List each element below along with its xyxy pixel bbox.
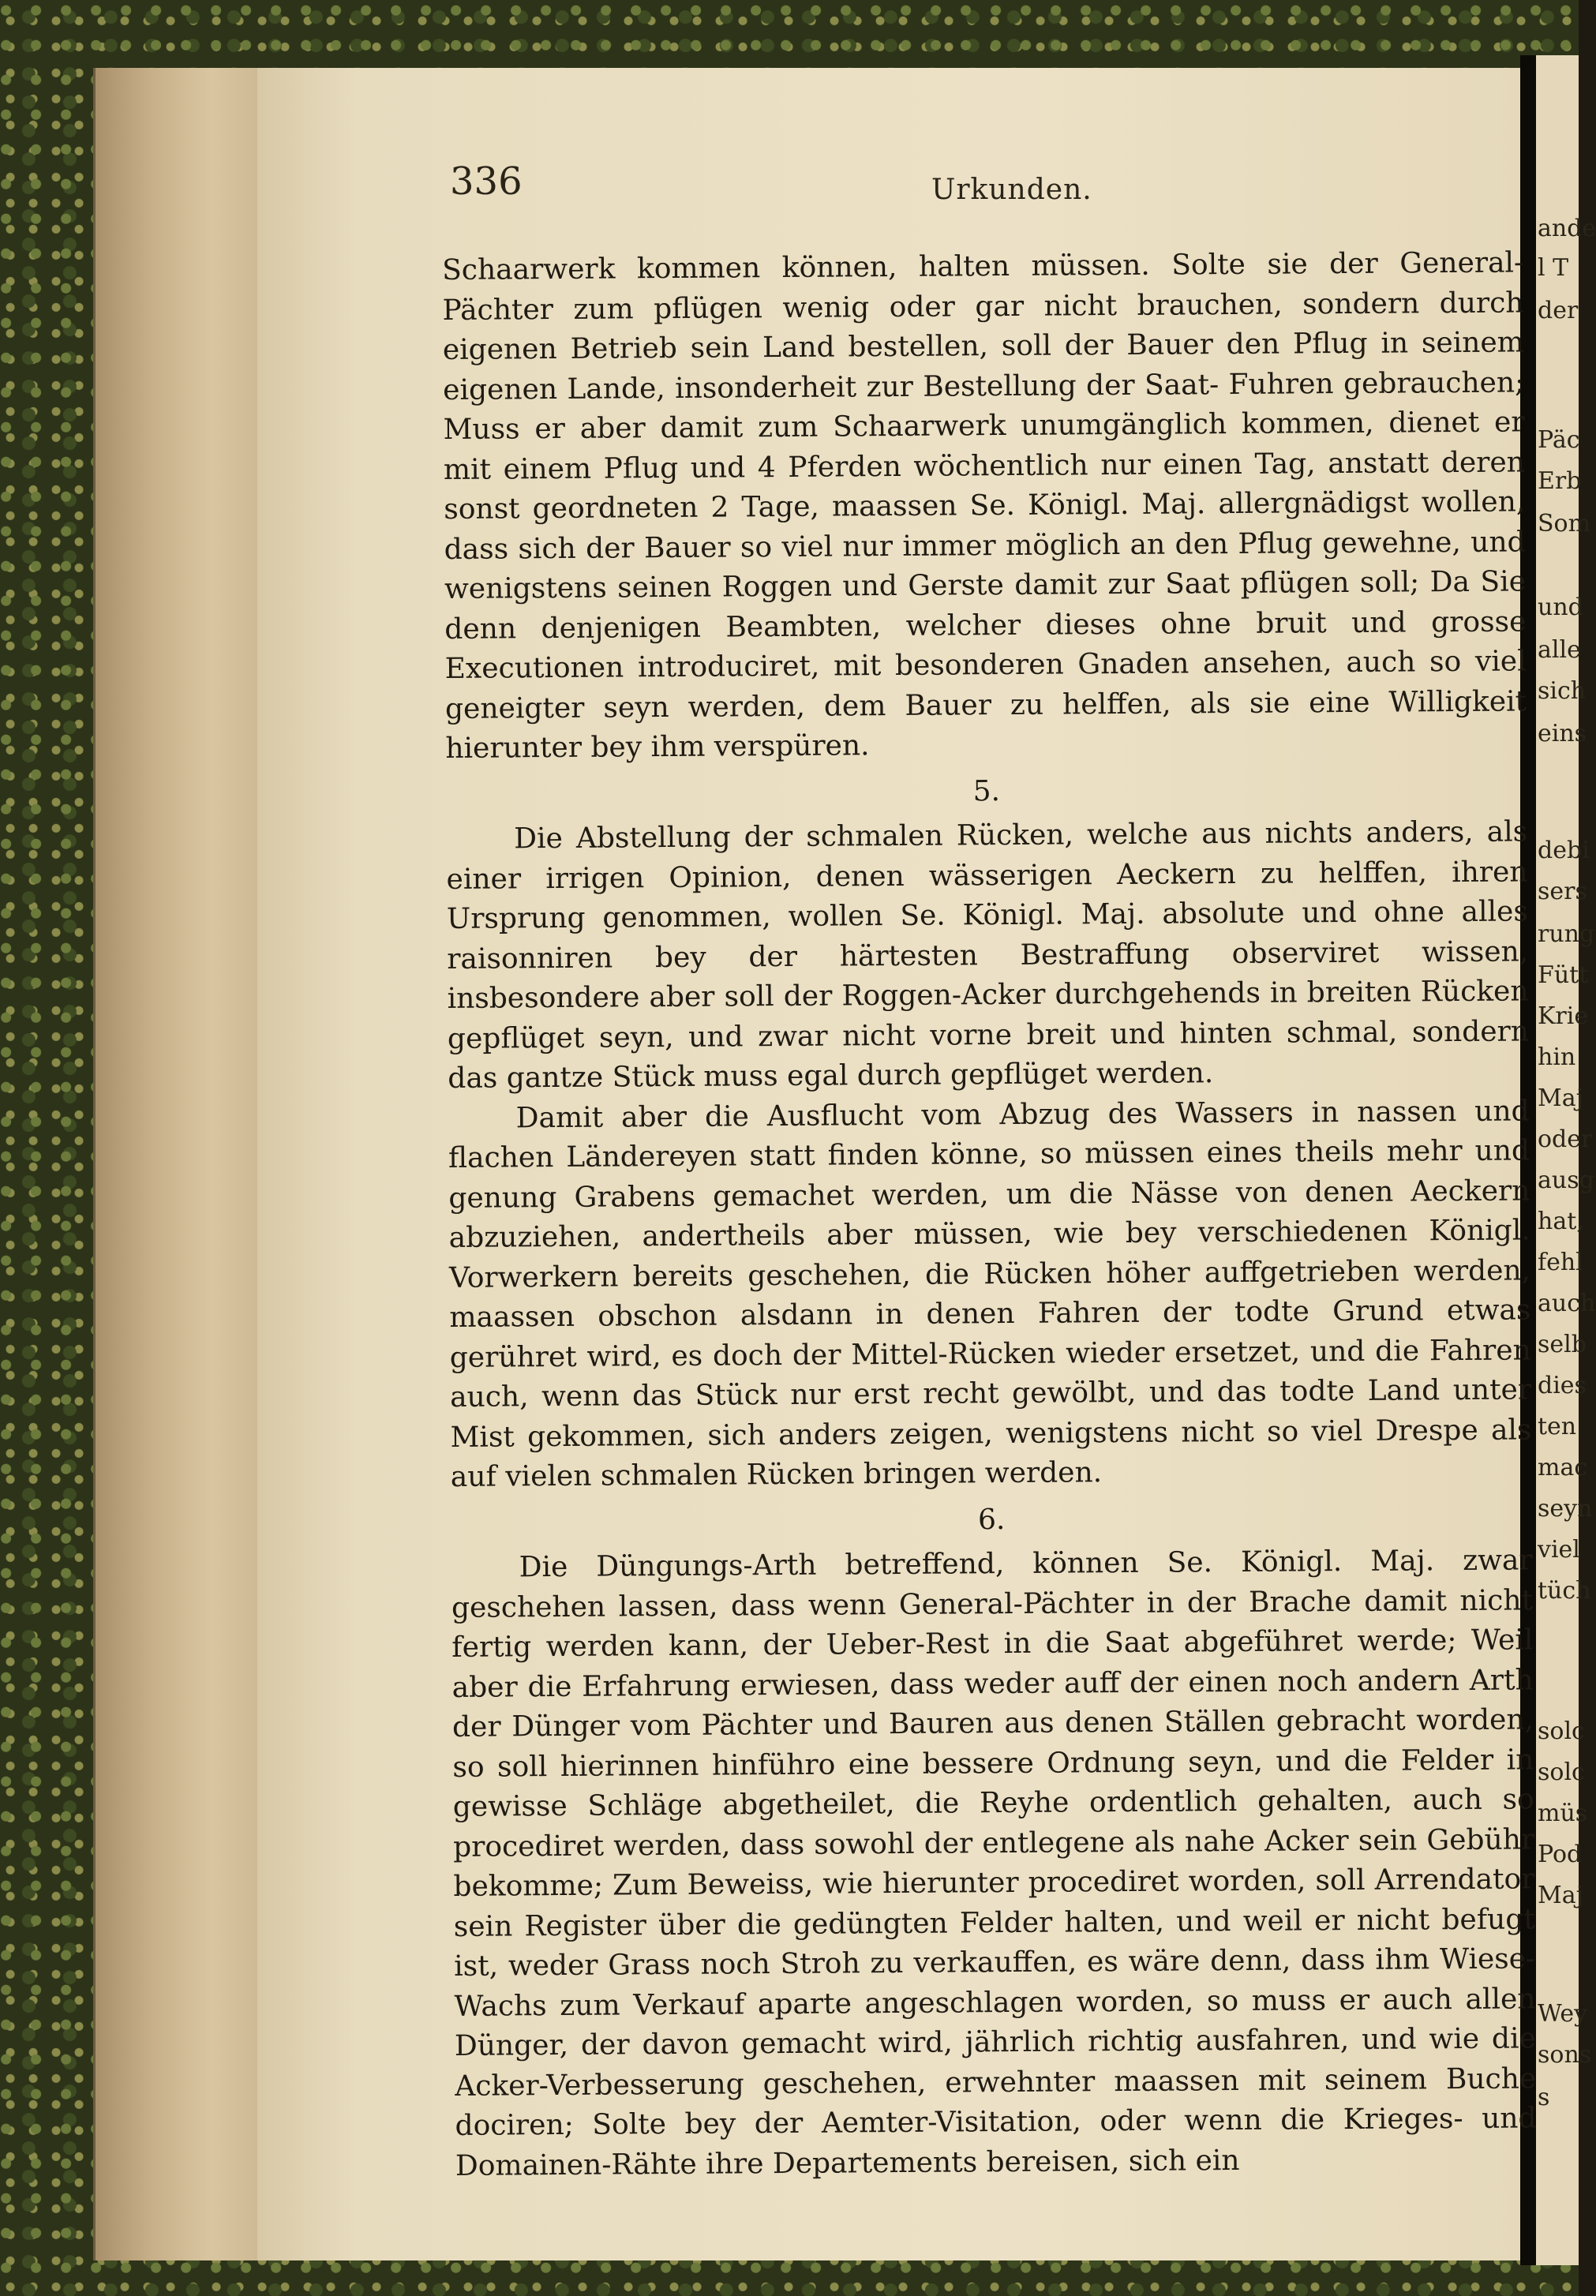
facing-page-word-fragment: Wey xyxy=(1538,2000,1588,2028)
facing-page-word-fragment: fehl xyxy=(1538,1249,1583,1276)
facing-page-word-fragment: dies xyxy=(1538,1372,1587,1399)
facing-page-word-fragment: rung xyxy=(1538,920,1595,948)
facing-page-word-fragment: mac xyxy=(1538,1454,1588,1481)
facing-page-word-fragment: sich xyxy=(1538,677,1587,705)
facing-page-word-fragment: müs xyxy=(1538,1800,1588,1827)
facing-page-word-fragment: sons xyxy=(1538,2041,1592,2069)
facing-page-word-fragment: selb xyxy=(1538,1331,1587,1358)
facing-page-word-fragment: alle xyxy=(1538,636,1581,664)
paragraph: Schaarwerk kommen können, halten müssen. Solte sie der General-Pächter zum pflügen wenig oder gar nicht brauchen, sondern durch eigenen Betrieb sein Land bestellen, soll der Bauer den Pflug in seinem eigenen Lande, insonderheit zur Bestellung der Saat- Fuhren gebrauchen; Muss er aber damit zum Schaarwerk unumgänglich kommen, dienet er mit einem Pflug und 4 Pferden wöchentlich nur einen Tag, anstatt deren sonst geordneten 2 Tage, maassen Se. Königl. Maj. allergnädigst wollen, dass sich der Bauer so viel nur immer möglich an den Pflug gewehne, und wenigstens seinen Roggen und Gerste damit zur Saat pflügen soll; Da Sie denn denjenigen Beambten, welcher dieses ohne bruit und grosse Executionen introduciret, mit besonderen Gnaden ansehen, auch so viel geneigter seyn werden, dem Bauer zu helffen, als sie eine Willigkeit hierunter bey ihm verspüren. xyxy=(442,246,1527,765)
page-header xyxy=(450,159,1500,207)
facing-page-word-fragment: viel xyxy=(1538,1536,1580,1564)
page-stack-edge xyxy=(93,68,261,2260)
facing-page-word-fragment: hin xyxy=(1538,1043,1576,1071)
facing-page-word-fragment: oder xyxy=(1538,1126,1593,1153)
facing-page-word-fragment: Erb xyxy=(1538,467,1582,495)
paragraph: Die Düngungs-Arth betreffend, können Se. Königl. Maj. zwar geschehen lassen, dass wenn General-Pächter in der Brache damit nicht fertig werden kann, der Ueber-Rest in die Saat abgeführet werde; Weil aber die Erfahrung erwiesen, dass weder auff der einen noch andern Arth der Dünger vom Pächter und Bauren aus denen Ställen gebracht worden, so soll hierinnen hinführo eine bessere Ordnung seyn, und die Felder in gewisse Schläge abgetheilet, die Reyhe ordentlich gehalten, auch so procediret werden, dass sowohl der entlegene als nahe Acker sein Gebühr bekomme; Zum Beweiss, wie hierunter procediret worden, soll Arrendator sein Register über die gedüngten Felder halten, und weil er nicht befugt ist, weder Grass noch Stroh zu verkauffen, es wäre denn, dass ihm Wiese-Wachs zum Verkauf aparte angeschlagen worden, so muss er auch allen Dünger, der davon gemacht wird, jährlich richtig ausfahren, und wie die Acker-Verbesserung geschehen, erwehnter maassen mit seinem Buche dociren; Solte bey der Aemter-Visitation, oder wenn die Krieges- und Domainen-Rähte ihre Departements bereisen, sich ein xyxy=(451,1544,1537,2182)
facing-page-word-fragment: Krie xyxy=(1538,1002,1589,1030)
facing-page-word-fragment: debi xyxy=(1538,837,1590,864)
facing-page-word-fragment: Maj xyxy=(1538,1084,1583,1112)
paragraph: Die Abstellung der schmalen Rücken, welche aus nichts anders, als einer irrigen Opinion, denen wässerigen Aeckern zu helffen, ihren Ursprung genommen, wollen Se. Königl. Maj. absolute und ohne alles raisonniren bey der härtesten Bestraffung observiret wissen, insbesondere aber soll der Roggen-Acker durchgehends in breiten Rücken gepflüget seyn, und zwar nicht vorne breit und hinten schmal, sondern das gantze Stück muss egal durch gepflüget werden. xyxy=(446,815,1530,1095)
facing-page-word-fragment: Som xyxy=(1538,510,1591,537)
facing-page-word-fragment: und xyxy=(1538,594,1583,621)
facing-page-word-fragment: Maj xyxy=(1538,1882,1583,1909)
facing-page-word-fragment: seyn xyxy=(1538,1495,1593,1523)
facing-page-word-fragment: ausg xyxy=(1538,1167,1594,1194)
facing-page-fragment xyxy=(1536,55,1596,2265)
facing-page-word-fragment: der xyxy=(1538,297,1579,324)
facing-page-word-fragment: ten xyxy=(1538,1413,1577,1440)
facing-page-word-fragment: s xyxy=(1538,2084,1550,2111)
body-text xyxy=(442,243,1537,2186)
facing-page-word-fragment: tüch xyxy=(1538,1577,1591,1605)
facing-page-word-fragment: solc xyxy=(1538,1759,1585,1786)
section-number: 6. xyxy=(977,1503,1006,1536)
facing-page-word-fragment: ande xyxy=(1538,215,1596,242)
paragraph: Damit aber die Ausflucht vom Abzug des Wassers in nassen und flachen Ländereyen statt finden könne, so müssen eines theils mehr und genung Grabens gemachet werden, um die Nässe von denen Aeckern abzuziehen, andertheils aber müssen, wie bey verschiedenen Königl. Vorwerkern bereits geschehen, die Rücken höher auffgetrieben werden, maassen obschon alsdann in denen Fahren der todte Grund etwas gerühret wird, es doch der Mittel-Rücken wieder ersetzet, und die Fahren auch, wenn das Stück nur erst recht gewölbt, und das todte Land unter Mist gekommen, sich anders zeigen, wenigstens nicht so viel Drespe als auf vielen schmalen Rücken bringen werden. xyxy=(448,1094,1532,1493)
page-number: 336 xyxy=(450,159,523,204)
facing-page-word-fragment: eins xyxy=(1538,720,1587,747)
facing-page-word-fragment: l T xyxy=(1538,254,1569,282)
facing-page-word-fragment: Pod xyxy=(1538,1841,1583,1868)
section-number: 5. xyxy=(972,774,1001,807)
facing-page-word-fragment: Päc xyxy=(1538,426,1580,454)
facing-page-word-fragment: Fütt xyxy=(1538,961,1589,989)
facing-page-word-fragment: auch xyxy=(1538,1290,1596,1317)
facing-page-word-fragment: hat, xyxy=(1538,1208,1584,1235)
facing-page-word-fragment: solc xyxy=(1538,1717,1585,1745)
running-head: Urkunden. xyxy=(931,174,1092,206)
facing-page-word-fragment: sers xyxy=(1538,878,1587,905)
